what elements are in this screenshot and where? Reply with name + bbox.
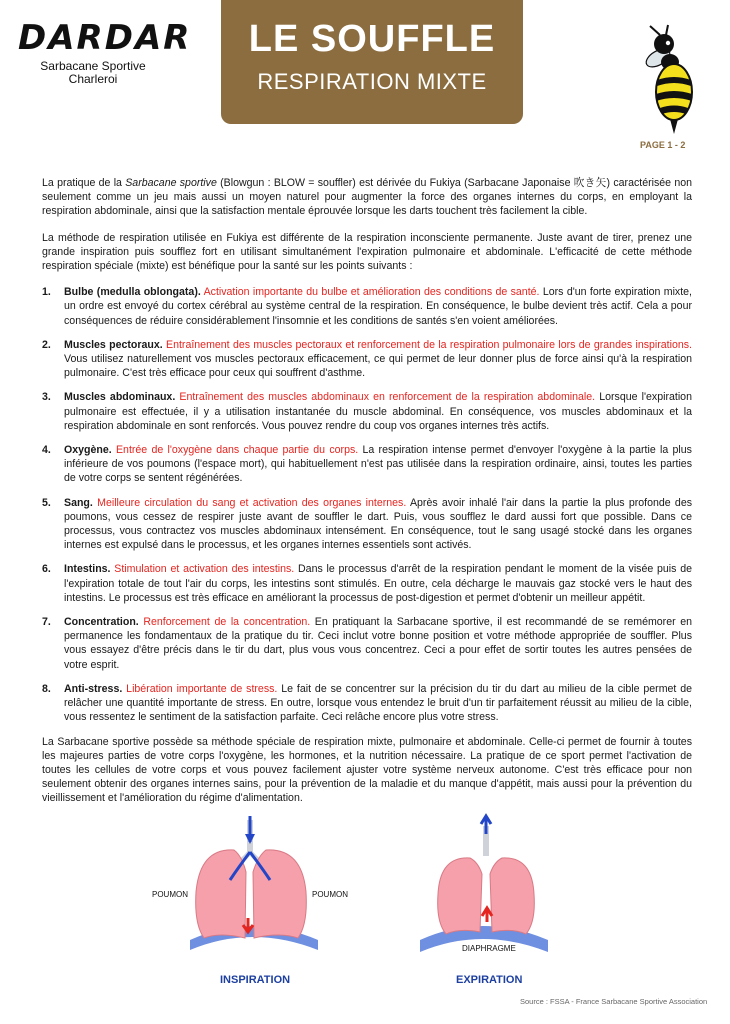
item-text: Vous utilisez naturellement vos muscles pectoraux efficacement, ce qui permet de leur donner plus de force ainsi qu'à la respiration pulmonaire. C'est très efficace pour ceux qui souffrent d'asthme. bbox=[64, 353, 692, 380]
wasp-icon bbox=[636, 24, 696, 136]
caption-inspiration: INSPIRATION bbox=[220, 974, 291, 986]
item-heading: Sang. bbox=[64, 496, 93, 509]
article-body bbox=[42, 176, 692, 818]
item-highlight: Meilleure circulation du sang et activation des organes internes. bbox=[97, 496, 407, 509]
list-item bbox=[42, 562, 692, 605]
item-text: Après avoir inhalé l'air dans la partie la plus profonde des poumons, vous cessez de respirer juste avant de souffler le dart. Puis, vous soufflez le dard aussi fort que possible. Dans ce processus, vous contractez vos muscles abdominaux intensément. En conséquence, tout le sang usagé stocké dans les organes internes est expulsé dans le processus, et les organes internes essentiels sont activés. bbox=[64, 496, 693, 552]
item-heading: Intestins. bbox=[64, 563, 111, 576]
item-highlight: Entraînement des muscles abdominaux en renforcement de la respiration abdominale. bbox=[179, 391, 596, 404]
item-number: 3. bbox=[42, 391, 51, 404]
item-highlight: Entrée de l'oxygène dans chaque partie du corps. bbox=[115, 444, 359, 457]
lungs-illustration bbox=[130, 812, 600, 992]
page-title: LE SOUFFLE bbox=[248, 18, 496, 60]
item-number: 4. bbox=[42, 444, 51, 457]
logo-subtitle-line-1: Sarbacane Sportive bbox=[40, 59, 146, 73]
item-heading: Muscles pectoraux. bbox=[64, 338, 163, 351]
logo-subtitle bbox=[18, 60, 168, 86]
list-item bbox=[42, 443, 692, 486]
intro-emphasis: Sarbacane sportive bbox=[125, 177, 217, 189]
list-item bbox=[42, 390, 692, 433]
intro-text: La pratique de la bbox=[42, 177, 126, 189]
item-heading: Anti-stress. bbox=[64, 682, 123, 695]
item-text: Lors d'un forte expiration mixte, un ordre est envoyé du cortex cérébral au système central de la respiration. En conséquence, le bulbe devient très actif. Cela a pour conséquences de réduire considérablement l'insomnie et les conditions de santés s'en voient améliorées. bbox=[64, 286, 692, 327]
item-highlight: Activation importante du bulbe et amélioration des conditions de santé. bbox=[203, 286, 540, 299]
benefits-list bbox=[42, 285, 692, 724]
item-text: En pratiquant la Sarbacane sportive, il est recommandé de se remémorer en permanence les fondamentaux de la pratique du tir. Ceci inclut votre bonne position et votre méthode appropriée de souffler. Plus vous essayez d'être précis dans le tir du dart, plus vous vous concentrez. Ceci a pour effet de sortir toutes les autres pensées de votre esprit. bbox=[64, 616, 692, 671]
item-number: 7. bbox=[42, 616, 51, 629]
label-diaphragm: DIAPHRAGME bbox=[462, 944, 516, 953]
list-item bbox=[42, 496, 692, 553]
item-highlight: Stimulation et activation des intestins. bbox=[114, 563, 295, 576]
title-banner bbox=[221, 0, 523, 124]
item-text: Dans le processus d'arrêt de la respiration pendant le moment de la visée puis de l'expiration totale de tout l'air du corps, les intestins sont stimulés. En outre, cela décharge le mauvais gaz stocké vers le haut des intestins. Le processus est très efficace en améliorant la processus de post-digestion et permet d'obtenir un meilleur appétit. bbox=[64, 563, 693, 604]
label-lung-left: POUMON bbox=[152, 890, 188, 899]
page-subtitle: RESPIRATION MIXTE bbox=[257, 69, 487, 94]
item-text: La respiration intense permet d'envoyer l'oxygène à la partie la plus inférieure de vos poumons (l'espace mort), qui habituellement n'est pas utilisée dans la respiration ordinaire, ainsi, toutes les parties de votre corps se sentent régénérées. bbox=[64, 444, 692, 485]
item-number: 2. bbox=[42, 338, 51, 351]
item-heading: Concentration. bbox=[64, 616, 139, 629]
item-heading: Oxygène. bbox=[64, 444, 112, 457]
item-highlight: Libération importante de stress. bbox=[126, 682, 278, 695]
item-heading: Muscles abdominaux. bbox=[64, 391, 176, 404]
item-highlight: Renforcement de la concentration. bbox=[143, 616, 311, 629]
intro-paragraph-1 bbox=[42, 176, 692, 219]
logo-subtitle-line-2: Charleroi bbox=[68, 72, 118, 86]
list-item bbox=[42, 615, 692, 672]
breathing-diagram bbox=[130, 812, 600, 992]
item-text: Lorsque l'expiration pulmonaire est effectuée, il y a utilisation instantanée du muscle abdominal. En conséquence, vos muscles abdominaux et la respiration abdominale en sont renforcés. Vous pouvez rendre du coup vos organes internes très actifs. bbox=[64, 391, 692, 432]
list-item bbox=[42, 338, 692, 381]
logo-title: DARDAR bbox=[18, 18, 192, 58]
item-highlight: Entraînement des muscles pectoraux et renforcement de la respiration pulmonaire lors de grandes inspirations. bbox=[166, 338, 692, 351]
source-note: Source : FSSA - France Sarbacane Sportive Association bbox=[520, 997, 708, 1006]
item-text: Le fait de se concentrer sur la précision du tir du dart au milieu de la cible permet de relâcher une quantité importante de stress. En outre, lorsque vous entendez le bruit d'un tir parfaitement réussit au milieu de la cible, vous ressentez le sentiment de la satisfaction parfaite. Ceci relâche encore plus votre stress. bbox=[64, 682, 693, 724]
item-heading: Bulbe (medulla oblongata). bbox=[64, 286, 201, 299]
intro-text: (Blowgun : BLOW = souffler) est dérivée du Fukiya (Sarbacane Japonaise 吹き矢) caractérisée non seulement comme un jeu mais aussi un moyen naturel pour augmenter la force des organes internes du corps, en employant la respiration abdominale, ainsi que la satisfaction mentale éprouvée lorsque les darts touchent très facilement la cible. bbox=[42, 177, 693, 218]
intro-paragraph-2: La méthode de respiration utilisée en Fukiya est différente de la respiration inconsciente permanente. Juste avant de tirer, prenez une grande inspiration puis soufflez fort en utilisant simultanément l'expiration pulmonaire et abdominale. L'efficacité de cette méthode respiration spéciale (mixte) est bénéfique pour la santé sur les points suivants : bbox=[42, 231, 692, 273]
label-lung-right: POUMON bbox=[312, 890, 348, 899]
item-number: 5. bbox=[42, 496, 51, 509]
list-item bbox=[42, 682, 692, 725]
page-number: PAGE 1 - 2 bbox=[640, 140, 686, 150]
item-number: 6. bbox=[42, 563, 51, 576]
conclusion-paragraph: La Sarbacane sportive possède sa méthode spéciale de respiration mixte, pulmonaire et abdominale. Celle-ci permet de fournir à toutes les majeures parties de votre corps l'oxygène, les hormones, et la nutrition nécessaire. La pratique de ce sport permet l'activation de toutes les cellules de votre corps et vous pouvez facilement ajuster votre système nerveux autonome. C'est très efficace pour non seulement obtenir des organes internes sains, pour la prévention de la maladie et du manque d'appétit, mais aussi pour la prévention du vieillissement et l'amélioration du régime d'alimentation. bbox=[42, 735, 692, 805]
list-item bbox=[42, 285, 692, 328]
item-number: 8. bbox=[42, 682, 51, 695]
item-number: 1. bbox=[42, 286, 51, 299]
caption-expiration: EXPIRATION bbox=[456, 974, 523, 986]
